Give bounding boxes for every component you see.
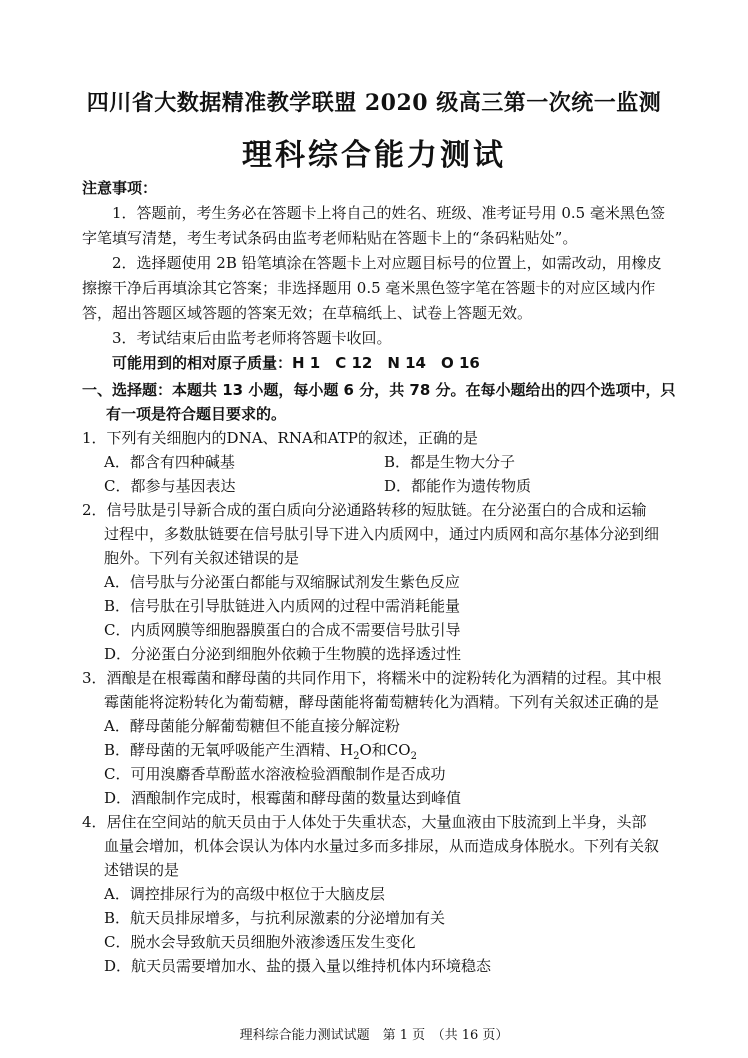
q4-stem-line-1: 4．居住在空间站的航天员由于人体处于失重状态，大量血液由下肢流到上半身，头部 — [82, 813, 647, 831]
q2-option-b: B．信号肽在引导肽链进入内质网的过程中需消耗能量 — [104, 597, 461, 615]
q3-option-a: A．酵母菌能分解葡萄糖但不能直接分解淀粉 — [104, 717, 400, 735]
q2-stem-line-1: 2．信号肽是引导新合成的蛋白质向分泌通路转移的短肽链。在分泌蛋白的合成和运输 — [82, 501, 647, 519]
q2-stem-line-3: 胞外。下列有关叙述错误的是 — [104, 549, 300, 567]
q4-option-d: D．航天员需要增加水、盐的摄入量以维持机体内环境稳态 — [104, 957, 492, 975]
q3-option-d: D．酒酿制作完成时，根霉菌和酵母菌的数量达到峰值 — [104, 789, 462, 807]
q2-option-c: C．内质网膜等细胞器膜蛋白的合成不需要信号肽引导 — [104, 621, 461, 639]
exam-subtitle: 理科综合能力测试 — [242, 138, 506, 173]
notice-item-2-line-2: 擦擦干净后再填涂其它答案；非选择题用 0.5 毫米黑色签字笔在答题卡的对应区域内作 — [82, 279, 656, 297]
q2-stem-line-2: 过程中，多数肽链要在信号肽引导下进入内质网中，通过内质网和高尔基体分泌到细 — [104, 525, 660, 543]
atomic-mass-note: 可能用到的相对原子质量：H 1 C 12 N 14 O 16 — [112, 354, 480, 372]
notice-item-1-line-1: 1．答题前，考生务必在答题卡上将自己的姓名、班级、准考证号用 0.5 毫米黑色签 — [112, 204, 665, 222]
q3-option-b-mid: O和CO — [359, 741, 411, 759]
notice-item-2-line-3: 答，超出答题区域答题的答案无效；在草稿纸上、试卷上答题无效。 — [82, 304, 533, 322]
q3-option-c: C．可用溴麝香草酚蓝水溶液检验酒酿制作是否成功 — [104, 765, 446, 783]
q4-option-c: C．脱水会导致航天员细胞外液渗透压发生变化 — [104, 933, 416, 951]
q4-option-a: A．调控排尿行为的高级中枢位于大脑皮层 — [104, 885, 385, 903]
section-heading-line-2: 有一项是符合题目要求的。 — [106, 405, 287, 423]
q3-option-b-sub-1: 2 — [353, 751, 360, 762]
q4-stem-line-3: 述错误的是 — [104, 861, 180, 879]
q1-option-d: D．都能作为遗传物质 — [384, 477, 532, 495]
q3-stem-line-1: 3．酒酿是在根霉菌和酵母菌的共同作用下，将糯米中的淀粉转化为酒精的过程。其中根 — [82, 669, 662, 687]
q3-option-b-pre: B．酵母菌的无氧呼吸能产生酒精、H — [104, 741, 354, 759]
q2-option-d: D．分泌蛋白分泌到细胞外依赖于生物膜的选择透过性 — [104, 645, 462, 663]
notice-heading: 注意事项： — [82, 179, 158, 197]
q3-stem-line-2: 霉菌能将淀粉转化为葡萄糖，酵母菌能将葡萄糖转化为酒精。下列有关叙述正确的是 — [104, 693, 660, 711]
notice-item-1-line-2: 字笔填写清楚，考生考试条码由监考老师粘贴在答题卡上的“条码粘贴处”。 — [82, 229, 578, 247]
exam-title: 四川省大数据精准教学联盟 2020 级高三第一次统一监测 — [86, 90, 662, 116]
q3-option-b — [104, 740, 417, 767]
q1-option-a: A．都含有四种碱基 — [104, 453, 235, 471]
q1-option-c: C．都参与基因表达 — [104, 477, 236, 495]
notice-item-2-line-1: 2．选择题使用 2B 铅笔填涂在答题卡上对应题目标号的位置上，如需改动，用橡皮 — [112, 254, 662, 272]
q2-option-a: A．信号肽与分泌蛋白都能与双缩脲试剂发生紫色反应 — [104, 573, 460, 591]
q3-option-b-sub-2: 2 — [410, 751, 417, 762]
page-footer: 理科综合能力测试试题 第 1 页 （共 16 页） — [239, 1028, 509, 1043]
q4-stem-line-2: 血量会增加，机体会误认为体内水量过多而多排尿，从而造成身体脱水。下列有关叙 — [104, 837, 660, 855]
q1-stem: 1．下列有关细胞内的DNA、RNA和ATP的叙述，正确的是 — [82, 429, 478, 447]
section-heading-line-1: 一、选择题：本题共 13 小题，每小题 6 分，共 78 分。在每小题给出的四个选项中，只 — [82, 381, 676, 399]
q1-option-b: B．都是生物大分子 — [384, 453, 516, 471]
q4-option-b: B．航天员排尿增多，与抗利尿激素的分泌增加有关 — [104, 909, 446, 927]
notice-item-3: 3．考试结束后由监考老师将答题卡收回。 — [112, 329, 392, 347]
